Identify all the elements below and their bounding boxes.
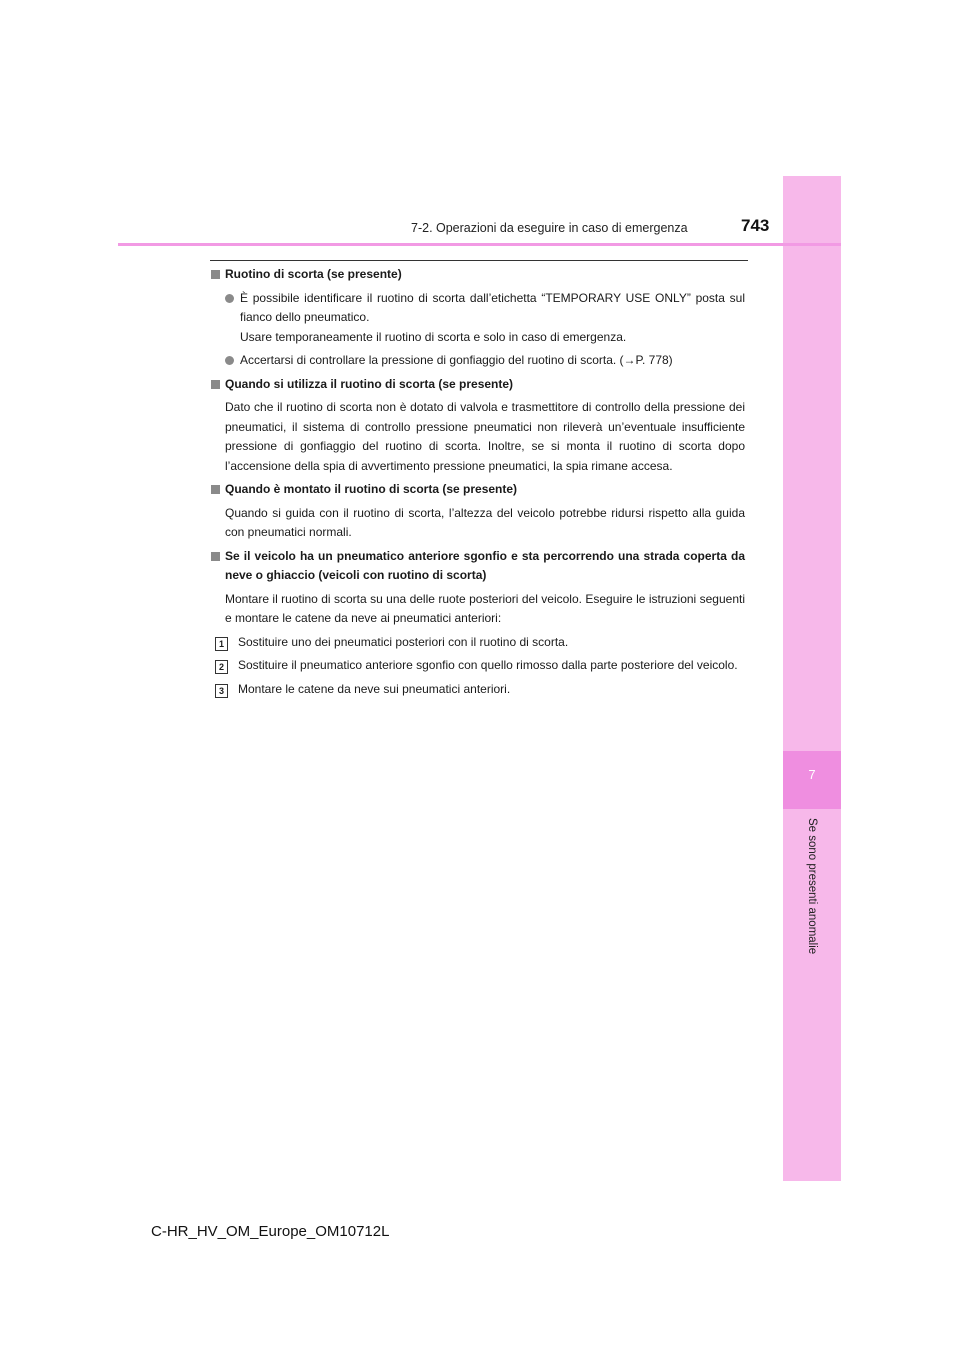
section-heading xyxy=(210,547,745,586)
step-number-badge: 2 xyxy=(215,660,228,674)
step-number-badge: 1 xyxy=(215,637,228,651)
chapter-side-tab xyxy=(783,176,841,1181)
page-number: 743 xyxy=(741,216,770,235)
bullet-text-extra: Usare temporaneamente il ruotino di scorta e solo in caso di emergenza. xyxy=(240,329,627,344)
square-bullet-icon xyxy=(211,552,220,561)
header-rule xyxy=(118,243,841,246)
list-item xyxy=(225,289,745,348)
step-item xyxy=(218,633,745,653)
section-heading xyxy=(210,375,745,395)
content-divider xyxy=(210,260,748,261)
chapter-label: Se sono presenti anomalie xyxy=(806,818,818,955)
step-text: Sostituire uno dei pneumatici posteriori con il ruotino di scorta. xyxy=(238,634,569,649)
section-title: 7-2. Operazioni da eseguire in caso di emergenza xyxy=(411,221,688,235)
step-text: Sostituire il pneumatico anteriore sgonfio con quello rimosso dalla parte posteriore del veicolo. xyxy=(238,658,738,672)
round-bullet-icon xyxy=(225,294,234,303)
list-item xyxy=(225,351,745,371)
bullet-text: È possibile identificare il ruotino di scorta dall’etichetta “TEMPORARY USE ONLY” posta sul fianco dello pneumatico. xyxy=(240,290,745,324)
section-heading xyxy=(210,265,745,285)
page-content xyxy=(210,265,745,703)
heading-text: Ruotino di scorta (se presente) xyxy=(225,267,402,281)
square-bullet-icon xyxy=(211,380,220,389)
step-text: Montare le catene da neve sui pneumatici anteriori. xyxy=(238,681,511,696)
step-item xyxy=(218,656,745,676)
chapter-number: 7 xyxy=(808,767,816,782)
paragraph: Montare il ruotino di scorta su una delle ruote posteriori del veicolo. Eseguire le istruzioni seguenti e montare le catene da neve ai pneumatici anteriori: xyxy=(225,591,745,625)
heading-text: Se il veicolo ha un pneumatico anteriore sgonfio e sta percorrendo una strada coperta da neve o ghiaccio (veicoli con ruotino di scorta) xyxy=(225,548,745,582)
bullet-text: Accertarsi di controllare la pressione di gonfiaggio del ruotino di scorta. (→P. 778) xyxy=(240,353,673,367)
document-code: C-HR_HV_OM_Europe_OM10712L xyxy=(151,1223,390,1240)
square-bullet-icon xyxy=(211,485,220,494)
square-bullet-icon xyxy=(211,270,220,279)
step-number-badge: 3 xyxy=(215,684,228,698)
paragraph: Quando si guida con il ruotino di scorta, l’altezza del veicolo potrebbe ridursi rispetto alla guida con pneumatici normali. xyxy=(225,505,745,539)
paragraph: Dato che il ruotino di scorta non è dotato di valvola e trasmettitore di controllo della pressione dei pneumatici, il sistema di controllo pressione pneumatici non rileverà un’eventuale insufficiente pressione di gonfiaggio del ruotino di scorta. Inoltre, se si monta il ruotino di scorta dopo l’accensione della spia di avvertimento pressione pneumatici, la spia rimane accesa. xyxy=(225,400,745,473)
heading-text: Quando è montato il ruotino di scorta (se presente) xyxy=(225,482,518,496)
heading-text: Quando si utilizza il ruotino di scorta (se presente) xyxy=(225,376,514,391)
round-bullet-icon xyxy=(225,356,234,365)
section-heading xyxy=(210,480,745,500)
step-item xyxy=(218,680,745,700)
